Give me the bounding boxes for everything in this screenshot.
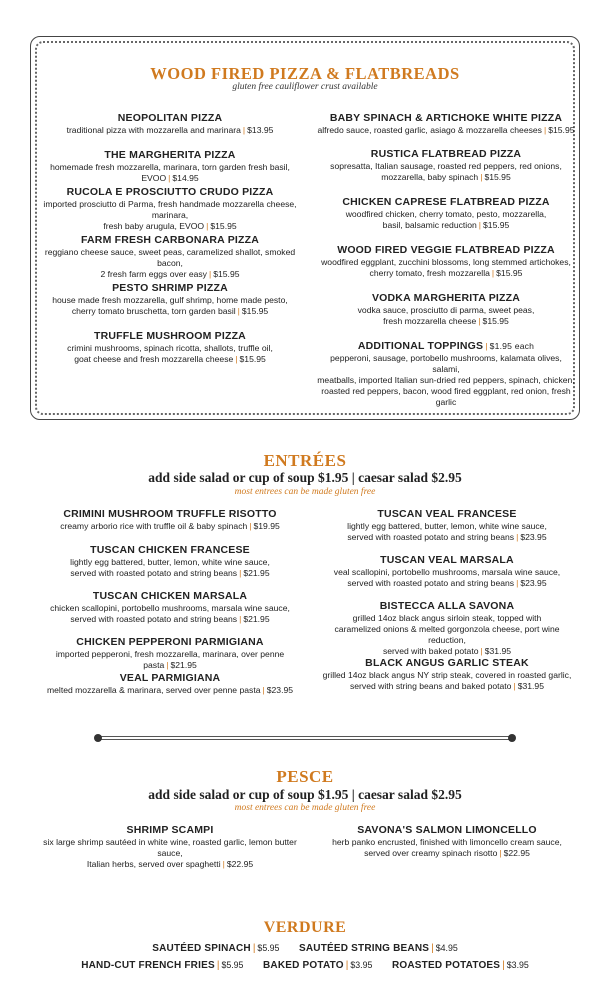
divider-dot: [508, 734, 516, 742]
item-price: $23.95: [266, 685, 294, 695]
item-description: grilled 14oz black angus NY strip steak, covered in roasted garlic, served with string beans and baked potato | $31.95: [322, 670, 572, 691]
item-price: $19.95: [253, 521, 280, 531]
menu-item: [38, 330, 302, 378]
pizza-section-title: WOOD FIRED PIZZA & FLATBREADS: [150, 64, 460, 83]
item-name: ADDITIONAL TOPPINGS | $1.95 each: [357, 340, 535, 352]
item-description: reggiano cheese sauce, sweet peas, caramelized shallot, smoked bacon, 2 fresh farm eggs over easy | $15.95: [44, 247, 296, 279]
side-price: $5.95: [257, 943, 280, 953]
side-price: $5.95: [221, 960, 244, 970]
item-description: lightly egg battered, butter, lemon, white wine sauce, served with roasted potato and string beans | $23.95: [347, 521, 547, 542]
item-name: TUSCAN CHICKEN FRANCESE: [90, 544, 250, 556]
item-price: $21.95: [243, 614, 270, 624]
menu-item: [316, 554, 578, 600]
menu-item: [316, 244, 576, 292]
menu-item: [36, 508, 304, 544]
entrees-gluten-note: most entrees can be made gluten free: [234, 487, 376, 497]
item-description: grilled 14oz black angus sirloin steak, topped with caramelized onions & melted gorgonzola cheese, port wine reduction, served with baked potato | $31.95: [334, 613, 560, 656]
item-price: $15.95: [241, 306, 269, 316]
pizza-right-column: [316, 112, 576, 408]
item-description: imported prosciutto di Parma, fresh handmade mozzarella cheese, marinara, fresh baby arugula, EVOO | $15.95: [43, 199, 297, 231]
item-name: PESTO SHRIMP PIZZA: [112, 282, 228, 294]
item-name: BABY SPINACH & ARTICHOKE WHITE PIZZA: [329, 112, 563, 124]
item-name: TUSCAN CHICKEN MARSALA: [92, 590, 248, 602]
item-name: BLACK ANGUS GARLIC STEAK: [365, 657, 529, 669]
menu-item: [36, 672, 304, 708]
menu-item: [316, 112, 576, 148]
item-description: woodfired chicken, cherry tomato, pesto, mozzarella, basil, balsamic reduction | $15.95: [345, 209, 547, 230]
item-description: creamy arborio rice with truffle oil & baby spinach | $19.95: [60, 521, 280, 531]
menu-item: [316, 600, 578, 657]
menu-item: [316, 824, 578, 859]
menu-item: [36, 544, 304, 590]
entrees-section-title: ENTRÉES: [263, 451, 347, 470]
section-divider: [94, 734, 516, 742]
menu-item: [38, 186, 302, 234]
entrees-left-column: [36, 508, 304, 708]
item-description: crimini mushrooms, spinach ricotta, shallots, truffle oil, goat cheese and fresh mozzarella cheese | $15.95: [67, 343, 273, 364]
item-name: FARM FRESH CARBONARA PIZZA: [80, 234, 260, 246]
menu-item: [316, 148, 576, 196]
side-price: $3.95: [506, 960, 529, 970]
item-description: herb panko encrusted, finished with limoncello cream sauce, served over creamy spinach risotto | $22.95: [332, 837, 562, 858]
pesce-section-subtitle: add side salad or cup of soup $1.95 | caesar salad $2.95: [148, 787, 462, 802]
item-price: $22.95: [503, 848, 530, 858]
item-price: $15.95: [213, 269, 240, 279]
item-name: TUSCAN VEAL FRANCESE: [377, 508, 517, 520]
item-price: $21.95: [170, 660, 197, 670]
menu-item: [316, 292, 576, 340]
divider-dot: [94, 734, 102, 742]
menu-item: [38, 282, 302, 330]
item-name: CHICKEN PEPPERONI PARMIGIANA: [76, 636, 264, 648]
item-price: $15.95: [484, 172, 511, 182]
pesce-section-title: PESCE: [276, 767, 334, 786]
item-name: THE MARGHERITA PIZZA: [104, 149, 236, 161]
item-description: chicken scallopini, portobello mushrooms, marsala wine sauce, served with roasted potato and string beans | $21.95: [50, 603, 290, 624]
side-price: $4.95: [435, 943, 458, 953]
item-price: $15.95: [210, 221, 237, 231]
pesce-left-column: [36, 824, 304, 870]
item-description: pepperoni, sausage, portobello mushrooms, kalamata olives, salami, meatballs, imported Italian sun-dried red peppers, spinach, chicken, roasted red peppers, bacon, wood fired eggplant, red onion, fresh garlic: [317, 353, 575, 407]
toppings-item: [316, 340, 576, 408]
item-description: traditional pizza with mozzarella and marinara | $13.95: [66, 125, 274, 135]
side-item: BAKED POTATO | $3.95: [263, 960, 373, 971]
item-description: veal scallopini, portobello mushrooms, marsala wine sauce, served with roasted potato and string beans | $23.95: [333, 567, 561, 588]
menu-item: [36, 636, 304, 672]
item-price: $23.95: [520, 578, 547, 588]
menu-item: [38, 234, 302, 282]
item-description: alfredo sauce, roasted garlic, asiago & mozzarella cheeses | $15.95: [317, 125, 575, 135]
item-price: $31.95: [517, 681, 544, 691]
item-description: lightly egg battered, butter, lemon, white wine sauce, served with roasted potato and string beans | $21.95: [70, 557, 270, 578]
item-name: TUSCAN VEAL MARSALA: [380, 554, 514, 566]
item-price: $15.95: [548, 125, 575, 135]
pesce-gluten-note: most entrees can be made gluten free: [234, 803, 376, 813]
item-price: $15.95: [482, 316, 509, 326]
side-item: SAUTÉED SPINACH | $5.95: [152, 943, 280, 954]
item-price: $15.95: [483, 220, 510, 230]
menu-item: [38, 112, 302, 149]
item-name: WOOD FIRED VEGGIE FLATBREAD PIZZA: [337, 244, 555, 256]
item-price: $1.95 each: [489, 341, 535, 351]
verdure-row-1: [0, 943, 610, 954]
item-description: house made fresh mozzarella, gulf shrimp, home made pesto, cherry tomato bruschetta, torn garden basil | $15.95: [52, 295, 288, 316]
side-item: SAUTÉED STRING BEANS | $4.95: [299, 943, 458, 954]
item-name: SHRIMP SCAMPI: [126, 824, 214, 836]
pesce-right-column: [316, 824, 578, 859]
menu-item: [316, 657, 578, 703]
item-name: VODKA MARGHERITA PIZZA: [371, 292, 521, 304]
item-description: vodka sauce, prosciutto di parma, sweet peas, fresh mozzarella cheese | $15.95: [357, 305, 535, 326]
verdure-section-title: VERDURE: [263, 919, 347, 936]
entrees-section-subtitle: add side salad or cup of soup $1.95 | caesar salad $2.95: [148, 470, 462, 485]
menu-item: [316, 196, 576, 244]
item-price: $13.95: [247, 125, 274, 135]
item-price: $14.95: [172, 173, 199, 183]
side-item: ROASTED POTATOES | $3.95: [391, 960, 529, 971]
item-description: melted mozzarella & marinara, served over penne pasta | $23.95: [46, 685, 294, 695]
item-price: $23.95: [520, 532, 547, 542]
item-name: BISTECCA ALLA SAVONA: [379, 600, 515, 612]
side-item: HAND-CUT FRENCH FRIES | $5.95: [81, 960, 244, 971]
item-name: RUSTICA FLATBREAD PIZZA: [370, 148, 522, 160]
item-description: six large shrimp sautéed in white wine, roasted garlic, lemon butter sauce, Italian herbs, served over spaghetti | $22.95: [43, 837, 297, 869]
pizza-left-column: [38, 112, 302, 378]
entrees-right-column: [316, 508, 578, 703]
item-price: $15.95: [496, 268, 523, 278]
item-name: NEOPOLITAN PIZZA: [117, 112, 223, 124]
item-price: $31.95: [484, 646, 512, 656]
menu-item: [36, 590, 304, 636]
side-price: $3.95: [350, 960, 373, 970]
item-price: $21.95: [243, 568, 270, 578]
menu-item: [38, 149, 302, 186]
item-description: sopresatta, Italian sausage, roasted red peppers, red onions, mozzarella, baby spinach | $15.95: [330, 161, 562, 182]
item-name: TRUFFLE MUSHROOM PIZZA: [94, 330, 246, 342]
pizza-section-subtitle: gluten free cauliflower crust available: [232, 82, 378, 92]
item-price: $22.95: [226, 859, 254, 869]
item-description: homemade fresh mozzarella, marinara, torn garden fresh basil, EVOO | $14.95: [50, 162, 290, 183]
item-name: VEAL PARMIGIANA: [119, 672, 221, 684]
menu-item: [316, 508, 578, 554]
item-name: RUCOLA E PROSCIUTTO CRUDO PIZZA: [66, 186, 274, 198]
item-name: CRIMINI MUSHROOM TRUFFLE RISOTTO: [63, 508, 277, 520]
item-name: SAVONA'S SALMON LIMONCELLO: [357, 824, 537, 836]
menu-item: [36, 824, 304, 870]
item-price: $15.95: [239, 354, 266, 364]
item-name: CHICKEN CAPRESE FLATBREAD PIZZA: [342, 196, 550, 208]
item-description: woodfired eggplant, zucchini blossoms, long stemmed artichokes, cherry tomato, fresh mozzarella | $15.95: [321, 257, 571, 278]
verdure-row-2: [0, 960, 610, 971]
item-description: imported pepperoni, fresh mozzarella, marinara, over penne pasta | $21.95: [55, 649, 285, 670]
